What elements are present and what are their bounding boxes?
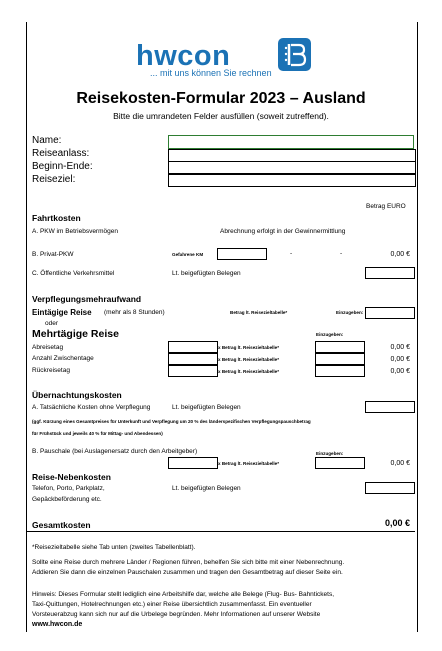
label-name: Name: bbox=[32, 135, 62, 146]
pauschale-label: B. Pauschale (bei Auslagenersatz durch den Arbeitgeber) bbox=[32, 448, 198, 455]
pauschale-value: 0,00 € bbox=[390, 460, 410, 467]
oeffentlich-label: C. Öffentliche Verkehrsmittel bbox=[32, 270, 115, 277]
gesamt-divider bbox=[27, 531, 415, 532]
zwischentage-mult: x Betrag lt. Reisezieltabelle* bbox=[218, 357, 280, 362]
zwischentage-value: 0,00 € bbox=[390, 356, 410, 363]
tatsaechlich-belegen: Lt. beigefügten Belegen bbox=[172, 404, 241, 411]
nebenkosten-field[interactable] bbox=[365, 482, 415, 494]
eintaegig-note: (mehr als 8 Stunden) bbox=[104, 309, 165, 316]
oeffentlich-field[interactable] bbox=[365, 267, 415, 279]
gesamt-value: 0,00 € bbox=[384, 518, 410, 528]
note-addieren: Addieren Sie dann die einzelnen Pauschalen zusammen und tragen den Gesamtbetrag auf dieser Seite ein. bbox=[32, 569, 343, 576]
abreisetag-field[interactable] bbox=[168, 341, 218, 353]
mehrtaegig-heading: Mehrtägige Reise bbox=[32, 328, 119, 340]
rueckreisetag-value: 0,00 € bbox=[390, 368, 410, 375]
pauschale-betrag-field[interactable] bbox=[315, 457, 365, 469]
label-reiseanlass: Reiseanlass: bbox=[32, 148, 90, 159]
note-hinweis-1: Hinweis: Dieses Formular stellt lediglich eine Arbeitshilfe dar, welche alle Belege (Flug- Bus- Bahntickets, bbox=[32, 591, 335, 598]
pauschale-mult: x Betrag lt. Reisezieltabelle* bbox=[218, 461, 280, 466]
eintaegig-betrag-label: Betrag lt. Reisezieltabelle* bbox=[230, 310, 288, 315]
mehrtaegig-einzugeben: Einzugeben: bbox=[316, 332, 344, 337]
label-beginn-ende: Beginn-Ende: bbox=[32, 161, 93, 172]
fahrtkosten-heading: Fahrtkosten bbox=[32, 213, 81, 223]
verpflegung-heading: Verpflegungsmehraufwand bbox=[32, 294, 142, 304]
page-subtitle: Bitte die umrandeten Felder ausfüllen (soweit zutreffend). bbox=[113, 111, 329, 121]
rueckreisetag-label: Rückreisetag bbox=[32, 367, 70, 374]
nebenkosten-line-2: Gepäckbeförderung etc. bbox=[32, 496, 102, 503]
name-field[interactable] bbox=[168, 135, 414, 149]
dash-1: - bbox=[290, 250, 293, 257]
abreisetag-label: Abreisetag bbox=[32, 344, 64, 351]
oeffentlich-belegen: Lt. beigefügten Belegen bbox=[172, 270, 241, 277]
website-link[interactable]: www.hwcon.de bbox=[32, 621, 83, 628]
nebenkosten-heading: Reise-Nebenkosten bbox=[32, 472, 111, 482]
nebenkosten-belegen: Lt. beigefügten Belegen bbox=[172, 485, 241, 492]
abreisetag-value: 0,00 € bbox=[390, 344, 410, 351]
privat-pkw-value: 0,00 € bbox=[390, 251, 410, 258]
uebernachtung-hint-1: (ggf. Kürzung eines Gesamtpreises für Unterkunft und Verpflegung um 20 % des länderspezifischen Verpflegungspauschbetrag bbox=[32, 419, 311, 424]
uebernachtung-hint-2: für Frühstück und jeweils 40 % für Mittag- und Abendessen) bbox=[32, 431, 163, 436]
eintaegig-field[interactable] bbox=[365, 307, 415, 319]
uebernachtung-heading: Übernachtungskosten bbox=[32, 390, 122, 400]
pauschale-field[interactable] bbox=[168, 457, 218, 469]
privat-pkw-label: B. Privat-PKW bbox=[32, 251, 74, 258]
pkw-betrieb-note: Abrechnung erfolgt in der Gewinnermittlung bbox=[220, 228, 346, 235]
note-mehrere-laender: Sollte eine Reise durch mehrere Länder / Regionen führen, behelfen Sie sich bitte mit einer Nebenrechnung. bbox=[32, 559, 345, 566]
dash-2: - bbox=[340, 250, 343, 257]
label-reiseziel: Reiseziel: bbox=[32, 174, 76, 185]
nebenkosten-line-1: Telefon, Porto, Parkplatz, bbox=[32, 485, 105, 492]
zwischentage-betrag-field[interactable] bbox=[315, 353, 365, 365]
gefahrene-km-label: Gefahrene KM bbox=[172, 252, 204, 257]
tatsaechlich-field[interactable] bbox=[365, 401, 415, 413]
page-title: Reisekosten-Formular 2023 – Ausland bbox=[76, 90, 366, 107]
pauschale-einzugeben: Einzugeben: bbox=[316, 451, 344, 456]
oder-label: oder bbox=[45, 320, 59, 327]
abreisetag-mult: x Betrag lt. Reisezieltabelle* bbox=[218, 345, 280, 350]
rueckreisetag-betrag-field[interactable] bbox=[315, 365, 365, 377]
betrag-header: Betrag EURO bbox=[366, 203, 406, 210]
note-hinweis-2: Taxi-Quittungen, Hotelrechnungen etc.) einer Reise übersichtlich zusammenfasst. Ein eventueller bbox=[32, 601, 312, 608]
tatsaechlich-label: A. Tatsächliche Kosten ohne Verpflegung bbox=[32, 404, 151, 411]
note-reisezieltabelle: *Reisezieltabelle siehe Tab unten (zweites Tabellenblatt). bbox=[32, 544, 196, 551]
pkw-betrieb-label: A. PKW im Betriebsvermögen bbox=[32, 228, 118, 235]
note-hinweis-3: Vorsteuerabzug kann sich nur auf die Urbelege begründen. Mehr Informationen auf unserer Website bbox=[32, 611, 321, 618]
gefahrene-km-field[interactable] bbox=[217, 248, 267, 260]
logo-tagline: ... mit uns können Sie rechnen bbox=[150, 68, 272, 78]
rueckreisetag-mult: x Betrag lt. Reisezieltabelle* bbox=[218, 369, 280, 374]
gesamt-label: Gesamtkosten bbox=[32, 520, 91, 530]
beginn-ende-field[interactable] bbox=[168, 161, 416, 174]
logo-wordmark: hwcon bbox=[136, 40, 231, 72]
eintaegig-einzugeben: Einzugeben: bbox=[336, 310, 364, 315]
zwischentage-field[interactable] bbox=[168, 353, 218, 365]
eintaegig-label: Eintägige Reise bbox=[32, 308, 92, 317]
abreisetag-betrag-field[interactable] bbox=[315, 341, 365, 353]
zwischentage-label: Anzahl Zwischentage bbox=[32, 355, 94, 362]
rueckreisetag-field[interactable] bbox=[168, 365, 218, 377]
reiseziel-field[interactable] bbox=[168, 174, 416, 187]
